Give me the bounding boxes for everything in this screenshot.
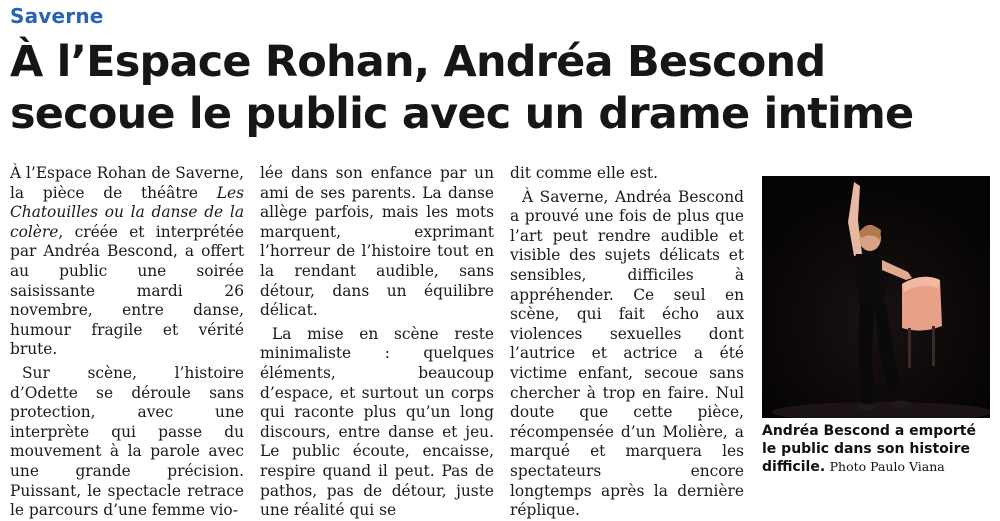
paragraph-text: À l’Espace Rohan de Saverne, la pièce de théâtre <box>10 164 244 202</box>
article-column-3 <box>510 164 744 521</box>
photo-caption <box>762 422 994 476</box>
play-title: Les Chatouilles ou la danse de la colère <box>10 183 244 241</box>
performer-illustration <box>762 176 990 418</box>
section-label: Saverne <box>10 4 104 28</box>
paragraph: Sur scène, l’histoire d’Odette se déroule sans protection, avec une interprète qui passe du mouvement à la parole avec une grande précision. Puissant, le spectacle retrace le parcours d’une femme vio- <box>10 363 244 520</box>
caption-text: Andréa Bescond a emporté le public dans son histoire difficile. <box>762 423 976 475</box>
paragraph: dit comme elle est. <box>510 164 658 182</box>
article-column-1 <box>10 164 244 521</box>
paragraph: lée dans son enfance par un ami de ses parents. La danse allège parfois, mais les mots marquent, exprimant l’horreur de l’histoire tout en la rendant audible, sans détour, dans un équilibre délicat. <box>260 164 494 320</box>
article-column-2 <box>260 164 494 521</box>
photo-credit: Photo Paulo Viana <box>829 459 945 474</box>
paragraph: À Saverne, Andréa Bescond a prouvé une fois de plus que l’art peut rendre audible et visible des sujets délicats et sensibles, difficiles à appréhender. Ce seul en scène, qui fait écho aux violences sexuelles dont l’autrice et actrice a été victime enfant, secoue sans chercher à trop en faire. Nul doute que cette pièce, récompensée d’un Molière, a marqué et marquera les spectateurs encore longtemps après la dernière réplique. <box>510 187 744 520</box>
paragraph-text: , créée et interprétée par Andréa Bescond, a offert au public une soirée saisissante mardi 26 novembre, entre danse, humour fragile et vérité brute. <box>10 222 244 359</box>
stage-photo <box>762 176 990 418</box>
paragraph <box>10 164 244 360</box>
headline: À l’Espace Rohan, Andréa Bescond secoue le public avec un drame intime <box>10 37 914 139</box>
paragraph: La mise en scène reste minimaliste : quelques éléments, beaucoup d’espace, et surtout un corps qui raconte plus qu’un long discours, entre danse et jeu. Le public écoute, encaisse, respire quand il peut. Pas de pathos, pas de détour, juste une réalité qui se <box>260 324 494 520</box>
